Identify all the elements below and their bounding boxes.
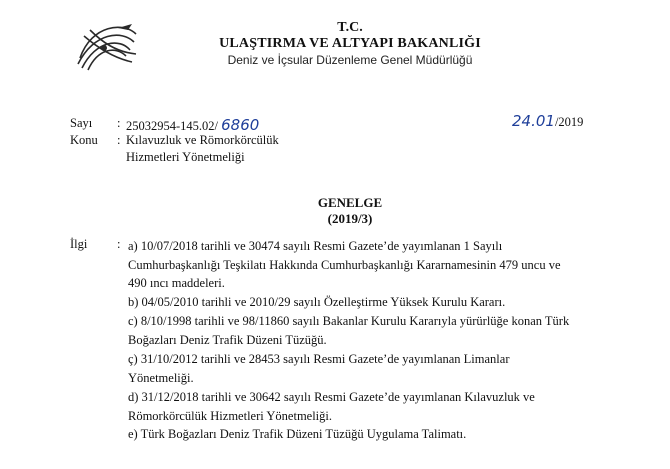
reference-item-a: a) 10/07/2018 tarihli ve 30474 sayılı Resmi Gazete’de yayımlanan 1 Sayılı Cumhurbaşkanlığı Teşkilatı Hakkında Cumhurbaşkanlığı Kararnamesinin 479 uncu ve 490 ıncı maddeleri. bbox=[128, 239, 561, 290]
sayi-value bbox=[126, 116, 259, 134]
konu-line-1: Kılavuzluk ve Römorkörcülük bbox=[126, 133, 279, 147]
reference-item-b: b) 04/05/2010 tarihli ve 2010/29 sayılı Özelleştirme Yüksek Kurulu Kararı. bbox=[128, 295, 506, 309]
reference-item-c: c) 8/10/1998 tarihli ve 98/11860 sayılı Bakanlar Kurulu Kararıyla yürürlüğe konan Türk Boğazları Deniz Trafik Düzeni Tüzüğü. bbox=[128, 314, 570, 347]
ilgi-label: İlgi bbox=[70, 237, 88, 251]
sayi-number: 25032954-145.02/ bbox=[126, 119, 219, 133]
ministry-name: ULAŞTIRMA VE ALTYAPI BAKANLIĞI bbox=[219, 36, 481, 51]
konu-colon: : bbox=[117, 133, 121, 147]
ministry-logo bbox=[74, 18, 142, 72]
date-handwritten: 24.01 bbox=[512, 112, 555, 130]
konu-line-2: Hizmetleri Yönetmeliği bbox=[126, 150, 245, 164]
document-date bbox=[512, 112, 583, 130]
reference-item-c-cedilla: ç) 31/10/2012 tarihli ve 28453 sayılı Resmi Gazete’de yayımlanan Limanlar Yönetmeliği. bbox=[128, 352, 510, 385]
document-title: GENELGE bbox=[317, 195, 383, 210]
sayi-colon: : bbox=[117, 116, 121, 130]
konu-label: Konu bbox=[70, 133, 98, 147]
header-tc: T.C. bbox=[337, 20, 363, 35]
reference-item-d: d) 31/12/2018 tarihli ve 30642 sayılı Resmi Gazete’de yayımlanan Kılavuzluk ve Römorkörcülük Hizmetleri Yönetmeliği. bbox=[128, 390, 535, 423]
date-year: /2019 bbox=[554, 115, 584, 129]
sayi-handwritten: 6860 bbox=[221, 116, 260, 134]
document-number: (2019/3) bbox=[327, 211, 373, 226]
directorate-name: Deniz ve İçsular Düzenleme Genel Müdürlüğü bbox=[227, 53, 473, 67]
reference-item-e: e) Türk Boğazları Deniz Trafik Düzeni Tüzüğü Uygulama Talimatı. bbox=[128, 427, 467, 441]
ilgi-colon: : bbox=[117, 237, 121, 251]
sayi-label: Sayı bbox=[70, 116, 93, 130]
